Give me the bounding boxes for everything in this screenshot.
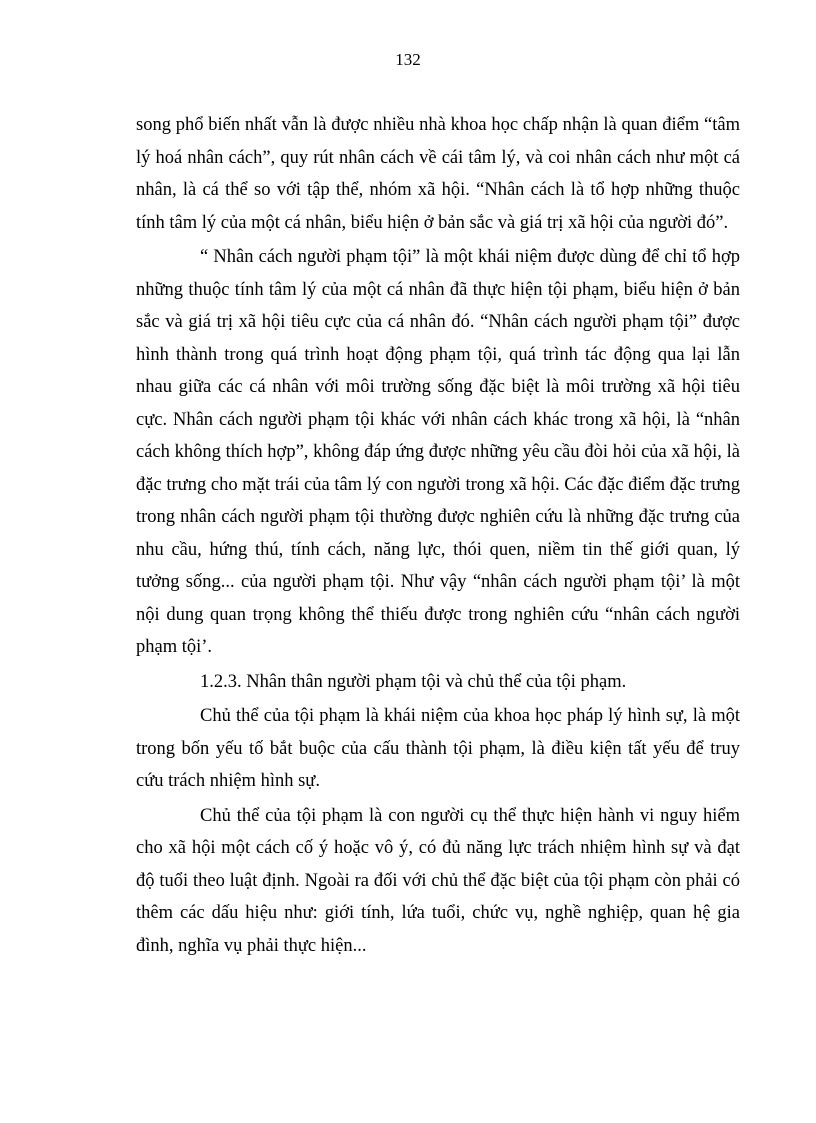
page-number: 132 <box>395 50 421 69</box>
document-body <box>136 109 740 962</box>
paragraph-3: Chủ thể của tội phạm là khái niệm của khoa học pháp lý hình sự, là một trong bốn yếu tố bắt buộc của cấu thành tội phạm, là điều kiện tất yếu để truy cứu trách nhiệm hình sự. <box>136 706 740 791</box>
paragraph-4: Chủ thể của tội phạm là con người cụ thể thực hiện hành vi nguy hiểm cho xã hội một cách cố ý hoặc vô ý, có đủ năng lực trách nhiệm hình sự và đạt độ tuổi theo luật định. Ngoài ra đối với chủ thể đặc biệt của tội phạm còn phải có thêm các dấu hiệu như: giới tính, lứa tuổi, chức vụ, nghề nghiệp, quan hệ gia đình, nghĩa vụ phải thực hiện... <box>136 805 740 956</box>
section-heading: 1.2.3. Nhân thân người phạm tội và chủ thể của tội phạm. <box>200 671 627 692</box>
paragraph-1: song phổ biến nhất vẫn là được nhiều nhà khoa học chấp nhận là quan điểm “tâm lý hoá nhân cách”, quy rút nhân cách về cái tâm lý, và coi nhân cách như một cá nhân, là cá thể so với tập thể, nhóm xã hội. “Nhân cách là tổ hợp những thuộc tính tâm lý của một cá nhân, biểu hiện ở bản sắc và giá trị xã hội của người đó”. <box>136 115 740 233</box>
paragraph-2: “ Nhân cách người phạm tội” là một khái niệm được dùng để chỉ tổ hợp những thuộc tính tâm lý của một cá nhân đã thực hiện tội phạm, biểu hiện ở bản sắc và giá trị xã hội tiêu cực của cá nhân đó. “Nhân cách người phạm tội” được hình thành trong quá trình hoạt động phạm tội, quá trình tác động qua lại lẫn nhau giữa các cá nhân với môi trường sống đặc biệt là môi trường xã hội tiêu cực. Nhân cách người phạm tội khác với nhân cách khác trong xã hội, là “nhân cách không thích hợp”, không đáp ứng được những yêu cầu đòi hỏi của xã hội, là đặc trưng cho mặt trái của tâm lý con người trong xã hội. Các đặc điểm đặc trưng trong nhân cách người phạm tội thường được nghiên cứu là những đặc trưng của nhu cầu, hứng thú, tính cách, năng lực, thói quen, niềm tin thế giới quan, lý tưởng sống... của người phạm tội. Như vậy “nhân cách người phạm tội’ là một nội dung quan trọng không thể thiếu được trong nghiên cứu “nhân cách người phạm tội’. <box>136 247 740 657</box>
